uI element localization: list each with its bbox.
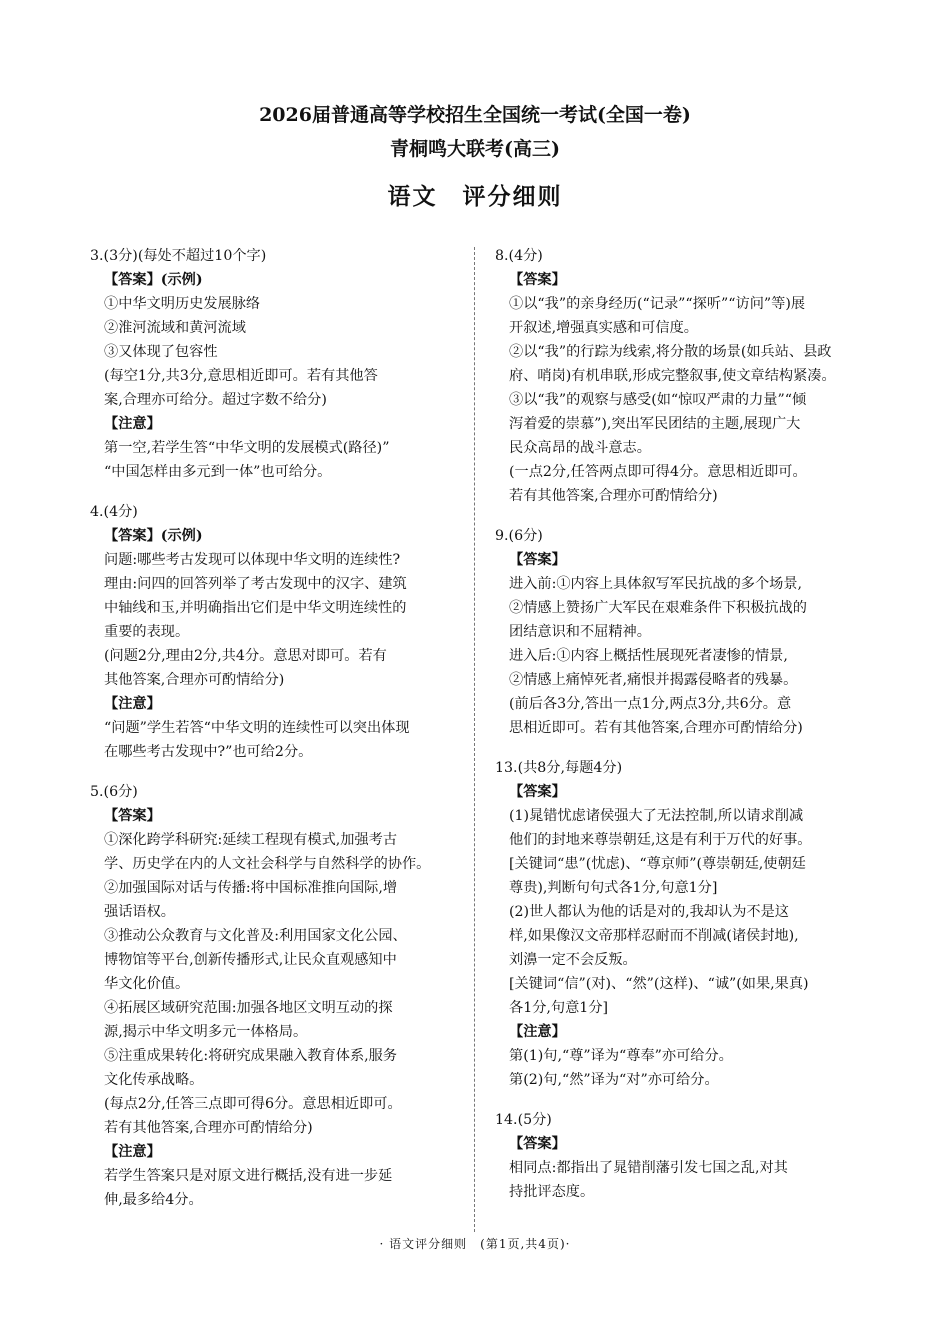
- question-block: [90, 780, 456, 1212]
- section-label: 【答案】: [104, 808, 161, 824]
- question-block: [495, 524, 861, 740]
- question-heading: 5.(6分): [90, 784, 138, 800]
- answer-line: 第(2)句,“然”译为“对”亦可给分。: [509, 1072, 719, 1088]
- answer-line: 样,如果像汉文帝那样忍耐而不削减(诸侯封地),: [509, 928, 799, 944]
- exam-subtitle: 青桐鸣大联考(高三): [390, 138, 560, 160]
- question-heading: 9.(6分): [495, 528, 543, 544]
- answer-line: 泻着爱的崇慕”),突出军民团结的主题,展现广大: [509, 416, 801, 432]
- answer-line: 华文化价值。: [104, 976, 190, 992]
- page-footer: · 语文评分细则 (第1页,共4页)·: [379, 1237, 571, 1251]
- answer-line: 中轴线和玉,并明确指出它们是中华文明连续性的: [104, 600, 407, 616]
- answer-line: 重要的表现。: [104, 624, 190, 640]
- answer-line: 他们的封地来尊崇朝廷,这是有利于万代的好事。: [509, 832, 812, 848]
- answer-line: ③又体现了包容性: [104, 344, 218, 360]
- answer-line: ①中华文明历史发展脉络: [104, 296, 261, 312]
- answer-line: 刘濞一定不会反叛。: [509, 952, 637, 968]
- section-label: 【答案】: [509, 784, 566, 800]
- answer-line: (一点2分,任答两点即可得4分。意思相近即可。: [509, 464, 807, 480]
- answer-line: 文化传承战略。: [104, 1072, 204, 1088]
- answer-line: 团结意识和不屈精神。: [509, 624, 651, 640]
- answer-line: 若有其他答案,合理亦可酌情给分): [104, 1120, 313, 1136]
- answer-line: [关键词“信”(对)、“然”(这样)、“诚”(如果,果真): [509, 976, 809, 992]
- answer-line: 案,合理亦可给分。超过字数不给分): [104, 392, 327, 408]
- answer-line: ②以“我”的行踪为线索,将分散的场景(如兵站、县政: [509, 344, 832, 360]
- question-block: [495, 1108, 861, 1204]
- answer-line: 进入前:①内容上具体叙写军民抗战的多个场景,: [509, 576, 803, 592]
- question-block: [90, 500, 456, 764]
- answer-line: 伸,最多给4分。: [104, 1192, 203, 1208]
- section-label: 【答案】: [509, 1136, 566, 1152]
- answer-line: ③推动公众教育与文化普及:利用国家文化公园、: [104, 928, 407, 944]
- section-label: 【注意】: [104, 416, 161, 432]
- answer-line: (2)世人都认为他的话是对的,我却认为不是这: [509, 904, 789, 920]
- answer-line: (每点2分,任答三点即可得6分。意思相近即可。: [104, 1096, 402, 1112]
- answer-line: “问题”学生若答“中华文明的连续性可以突出体现: [104, 720, 410, 736]
- answer-line: 若学生答案只是对原文进行概括,没有进一步延: [104, 1168, 393, 1184]
- answer-line: ②淮河流域和黄河流域: [104, 320, 246, 336]
- section-label: 【答案】(示例): [104, 528, 203, 544]
- right-column: [495, 244, 861, 1220]
- question-block: [495, 756, 861, 1092]
- answer-line: 尊贵),判断句句式各1分,句意1分]: [509, 880, 718, 896]
- answer-line: (前后各3分,答出一点1分,两点3分,共6分。意: [509, 696, 792, 712]
- answer-line: (每空1分,共3分,意思相近即可。若有其他答: [104, 368, 378, 384]
- answer-line: (问题2分,理由2分,共4分。意思对即可。若有: [104, 648, 387, 664]
- question-heading: 8.(4分): [495, 248, 543, 264]
- question-block: [495, 244, 861, 508]
- answer-line: ②情感上痛悼死者,痛恨并揭露侵略者的残暴。: [509, 672, 798, 688]
- section-label: 【注意】: [509, 1024, 566, 1040]
- answer-line: (1)晁错忧虑诸侯强大了无法控制,所以请求削减: [509, 808, 804, 824]
- answer-line: ②加强国际对话与传播:将中国标准推向国际,增: [104, 880, 398, 896]
- answer-line: 强话语权。: [104, 904, 175, 920]
- question-heading: 4.(4分): [90, 504, 138, 520]
- question-heading: 14.(5分): [495, 1112, 552, 1128]
- answer-line: 持批评态度。: [509, 1184, 595, 1200]
- section-label: 【答案】(示例): [104, 272, 203, 288]
- answer-line: 在哪些考古发现中?”也可给2分。: [104, 744, 313, 760]
- question-block: [90, 244, 456, 484]
- document-title: 语文 评分细则: [387, 183, 563, 210]
- question-heading: 13.(共8分,每题4分): [495, 760, 623, 776]
- answer-line: 学、历史学在内的人文社会科学与自然科学的协作。: [104, 856, 431, 872]
- answer-line: 思相近即可。若有其他答案,合理亦可酌情给分): [509, 720, 803, 736]
- answer-line: 府、哨岗)有机串联,形成完整叙事,使文章结构紧凑。: [509, 368, 836, 384]
- left-column: [90, 244, 456, 1228]
- answer-line: [关键词“患”(忧虑)、“尊京师”(尊崇朝廷,使朝廷: [509, 856, 806, 872]
- answer-line: 进入后:①内容上概括性展现死者凄惨的情景,: [509, 648, 788, 664]
- answer-line: 问题:哪些考古发现可以体现中华文明的连续性?: [104, 552, 401, 568]
- answer-line: 博物馆等平台,创新传播形式,让民众直观感知中: [104, 952, 397, 968]
- answer-line: 源,揭示中华文明多元一体格局。: [104, 1024, 308, 1040]
- answer-line: “中国怎样由多元到一体”也可给分。: [104, 464, 332, 480]
- answer-line: ⑤注重成果转化:将研究成果融入教育体系,服务: [104, 1048, 398, 1064]
- answer-line: 相同点:都指出了晁错削藩引发七国之乱,对其: [509, 1160, 788, 1176]
- answer-line: 第一空,若学生答“中华文明的发展模式(路径)”: [104, 440, 390, 456]
- answer-line: 第(1)句,“尊”译为“尊奉”亦可给分。: [509, 1048, 733, 1064]
- answer-line: ①深化跨学科研究:延续工程现有模式,加强考古: [104, 832, 398, 848]
- question-heading: 3.(3分)(每处不超过10个字): [90, 248, 267, 264]
- exam-title: 2026届普通高等学校招生全国统一考试(全国一卷): [259, 104, 691, 126]
- answer-line: ①以“我”的亲身经历(“记录”“探听”“访问”等)展: [509, 296, 806, 312]
- section-label: 【答案】: [509, 272, 566, 288]
- answer-line: ④拓展区域研究范围:加强各地区文明互动的探: [104, 1000, 393, 1016]
- column-divider: [474, 247, 475, 1232]
- answer-line: ③以“我”的观察与感受(如“惊叹严肃的力量”“倾: [509, 392, 807, 408]
- section-label: 【答案】: [509, 552, 566, 568]
- answer-line: ②情感上赞扬广大军民在艰难条件下积极抗战的: [509, 600, 807, 616]
- answer-line: 理由:问四的回答列举了考古发现中的汉字、建筑: [104, 576, 407, 592]
- answer-line: 民众高昂的战斗意志。: [509, 440, 651, 456]
- answer-line: 若有其他答案,合理亦可酌情给分): [509, 488, 718, 504]
- section-label: 【注意】: [104, 1144, 161, 1160]
- answer-line: 各1分,句意1分]: [509, 1000, 609, 1016]
- section-label: 【注意】: [104, 696, 161, 712]
- answer-line: 其他答案,合理亦可酌情给分): [104, 672, 285, 688]
- answer-line: 开叙述,增强真实感和可信度。: [509, 320, 698, 336]
